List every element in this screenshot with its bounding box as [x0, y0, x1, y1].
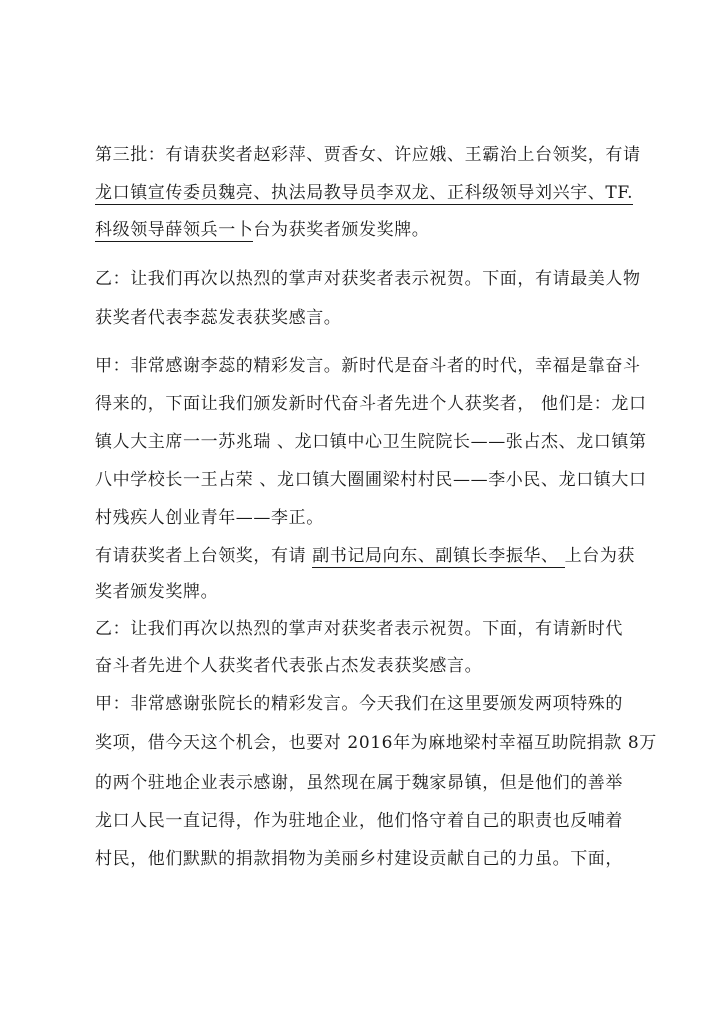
text-line	[95, 507, 324, 529]
text-line	[95, 144, 641, 166]
line-text: 得来的，下面让我们颁发新时代奋斗者先进个人获奖者， 他们是：龙口	[95, 394, 647, 414]
line-text: 第三批：有请获奖者赵彩萍、贾香女、许应娥、王霸治上台领奖，有请	[95, 145, 641, 165]
line-text: 的两个驻地企业表示感谢，虽然现在属于魏家昴镇，但是他们的善举	[95, 773, 623, 793]
text-line	[95, 182, 633, 204]
line-text: 奖者颁发奖牌。	[95, 582, 219, 602]
text-line	[95, 431, 647, 453]
line-text: 奋斗者先进个人获奖者代表张占杰发表获奖感言。	[95, 656, 483, 676]
text-line	[95, 655, 482, 677]
text-line	[95, 810, 623, 832]
underlined-text: 科级领导薛领兵一卜	[95, 220, 254, 240]
line-text: 获奖者代表李蕊发表获奖感言。	[95, 308, 342, 328]
line-text: 镇人大主席一一苏兆瑞 、龙口镇中心卫生院院长——张占杰、龙口镇第	[95, 432, 647, 452]
line-text: 乙：让我们再次以热烈的掌声对获奖者表示祝贺。下面，有请新时代	[95, 619, 623, 639]
line-text: 八中学校长一王占荣 、龙口镇大圈圃梁村村民——李小民、龙口镇大口	[95, 470, 647, 490]
line-text: 村残疾人创业青年——李正。	[95, 508, 324, 528]
text-line	[95, 307, 341, 329]
text-line	[95, 848, 623, 870]
text-line	[95, 469, 647, 491]
underlined-text: 副书记局向东、副镇长李振华、	[312, 546, 565, 566]
line-text: 村民，他们默默的捐款捐物为美丽乡村建设贡献自己的力虽。下面，	[95, 849, 623, 869]
text-line	[95, 393, 647, 415]
text-line	[95, 693, 623, 715]
line-text: 上台为获	[564, 546, 636, 566]
underlined-text: 龙口镇宣传委员魏亮、执法局教导员李双龙、正科级领导刘兴宇、TF.	[95, 183, 634, 203]
line-text: 甲：非常感谢张院长的精彩发言。今天我们在这里要颁发两项特殊的	[95, 694, 623, 714]
text-line	[95, 545, 635, 567]
text-line	[95, 618, 623, 640]
line-text: 甲：非常感谢李蕊的精彩发言。新时代是奋斗者的时代，幸福是靠奋斗	[95, 356, 641, 376]
line-text: 奖项，借今天这个机会，也要对 2016年为麻地梁村幸福互助院捐款 8万	[95, 733, 657, 753]
line-text: 台为获奖者颁发奖牌。	[253, 220, 430, 240]
text-line	[95, 219, 429, 241]
line-text: 有请获奖者上台领奖，有请	[95, 546, 313, 566]
text-line	[95, 355, 641, 377]
text-line	[95, 732, 657, 754]
text-line	[95, 772, 623, 794]
text-line	[95, 268, 641, 290]
line-text: 龙口人民一直记得，作为驻地企业，他们恪守着自己的职责也反哺着	[95, 811, 623, 831]
text-line	[95, 581, 218, 603]
line-text: 乙：让我们再次以热烈的掌声对获奖者表示祝贺。下面，有请最美人物	[95, 269, 641, 289]
